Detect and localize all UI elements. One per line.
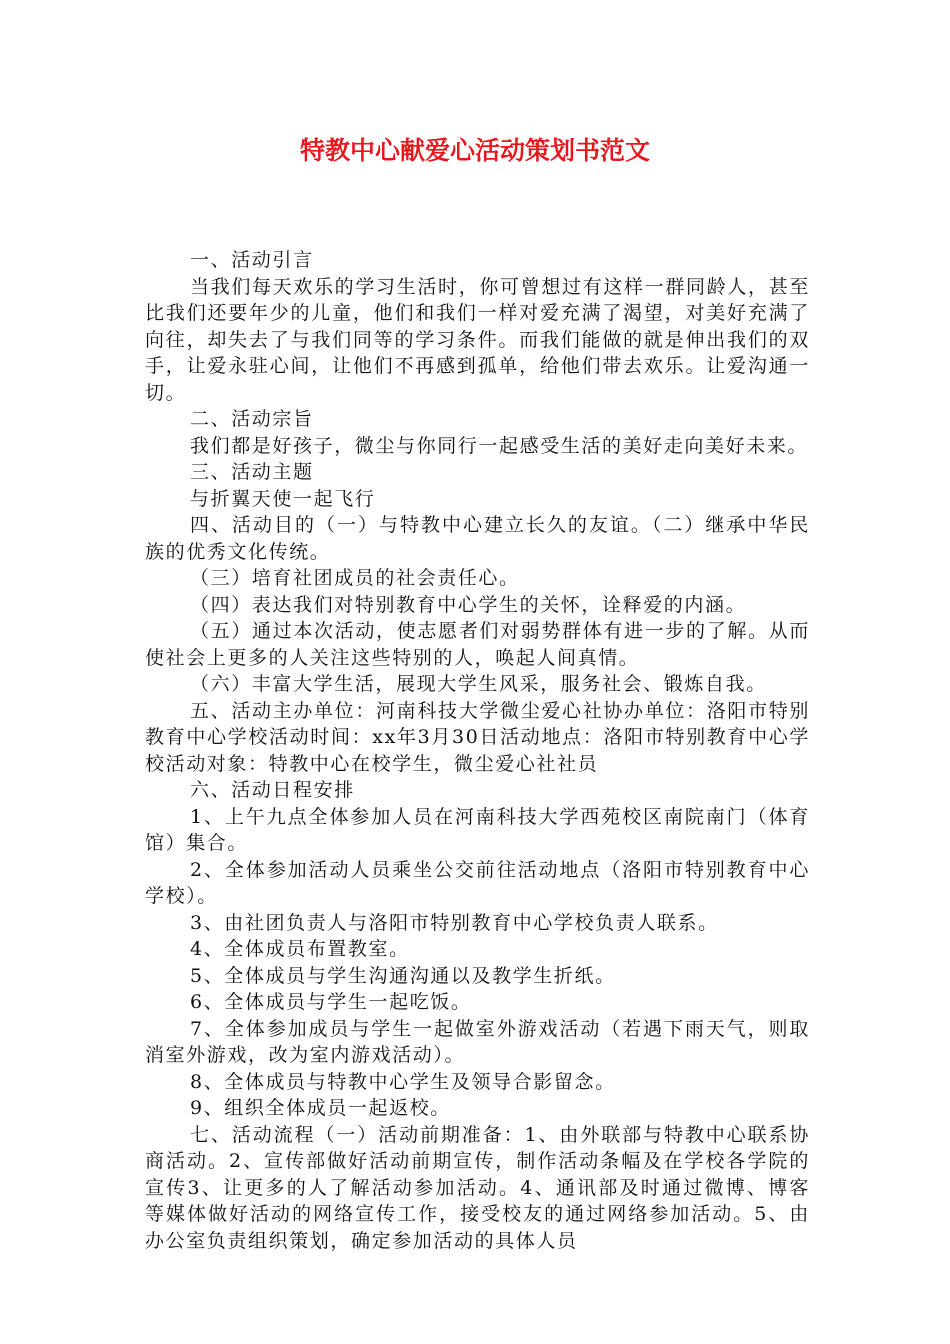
paragraph: 二、活动宗旨 [190,408,314,430]
paragraph: 8、全体成员与特教中心学生及领导合影留念。 [190,1070,616,1093]
paragraph: 9、组织全体成员一起返校。 [190,1097,451,1119]
paragraph: （五）通过本次活动，使志愿者们对弱势群体有进一步的了解。从而使社会上更多的人关注这些特别的人，唤起人间真情。 [145,620,810,669]
document-title: 特教中心献爱心活动策划书范文 [299,136,650,165]
paragraph: （六）丰富大学生活，展现大学生风采，服务社会、锻炼自我。 [190,673,767,695]
paragraph: 6、全体成员与学生一起吃饭。 [190,991,472,1013]
paragraph: 当我们每天欢乐的学习生活时，你可曾想过有这样一群同龄人，甚至比我们还要年少的儿童，他们和我们一样对爱充满了渴望，对美好充满了向往，却失去了与我们同等的学习条件。而我们能做的就是伸出我们的双手，让爱永驻心间，让他们不再感到孤单，给他们带去欢乐。让爱沟通一切。 [145,275,810,404]
paragraph: 七、活动流程（一）活动前期准备：1、由外联部与特教中心联系协商活动。2、宣传部做好活动前期宣传，制作活动条幅及在学校各学院的宣传3、让更多的人了解活动参加活动。4、通讯部及时通过微博、博客等媒体做好活动的网络宣传工作，接受校友的通过网络参加活动。5、由办公室负责组织策划，确定参加活动的具体人员 [145,1123,810,1252]
document-body [145,247,810,1254]
paragraph: 5、全体成员与学生沟通沟通以及教学生折纸。 [190,964,616,987]
paragraph: 4、全体成员布置教室。 [190,938,410,960]
paragraph: 1、上午九点全体参加人员在河南科技大学西苑校区南院南门（体育馆）集合。 [145,805,810,854]
paragraph: 六、活动日程安排 [190,779,355,801]
paragraph: 2、全体参加活动人员乘坐公交前往活动地点（洛阳市特别教育中心学校）。 [145,858,810,907]
paragraph: 3、由社团负责人与洛阳市特别教育中心学校负责人联系。 [190,911,719,934]
paragraph: 四、活动目的（一）与特教中心建立长久的友谊。（二）继承中华民族的优秀文化传统。 [145,514,810,563]
paragraph: （三）培育社团成员的社会责任心。 [190,567,520,589]
paragraph: 与折翼天使一起飞行 [190,487,376,510]
paragraph: 五、活动主办单位：河南科技大学微尘爱心社协办单位：洛阳市特别教育中心学校活动时间：xx年3月30日活动地点：洛阳市特别教育中心学校活动对象：特教中心在校学生，微尘爱心社社员 [145,699,810,775]
paragraph: （四）表达我们对特别教育中心学生的关怀，诠释爱的内涵。 [190,593,747,616]
paragraph: 我们都是好孩子，微尘与你同行一起感受生活的美好走向美好未来。 [190,434,809,457]
paragraph: 一、活动引言 [190,249,314,271]
paragraph: 三、活动主题 [190,461,314,483]
paragraph: 7、全体参加成员与学生一起做室外游戏活动（若遇下雨天气，则取消室外游戏，改为室内游戏活动）。 [145,1017,810,1066]
